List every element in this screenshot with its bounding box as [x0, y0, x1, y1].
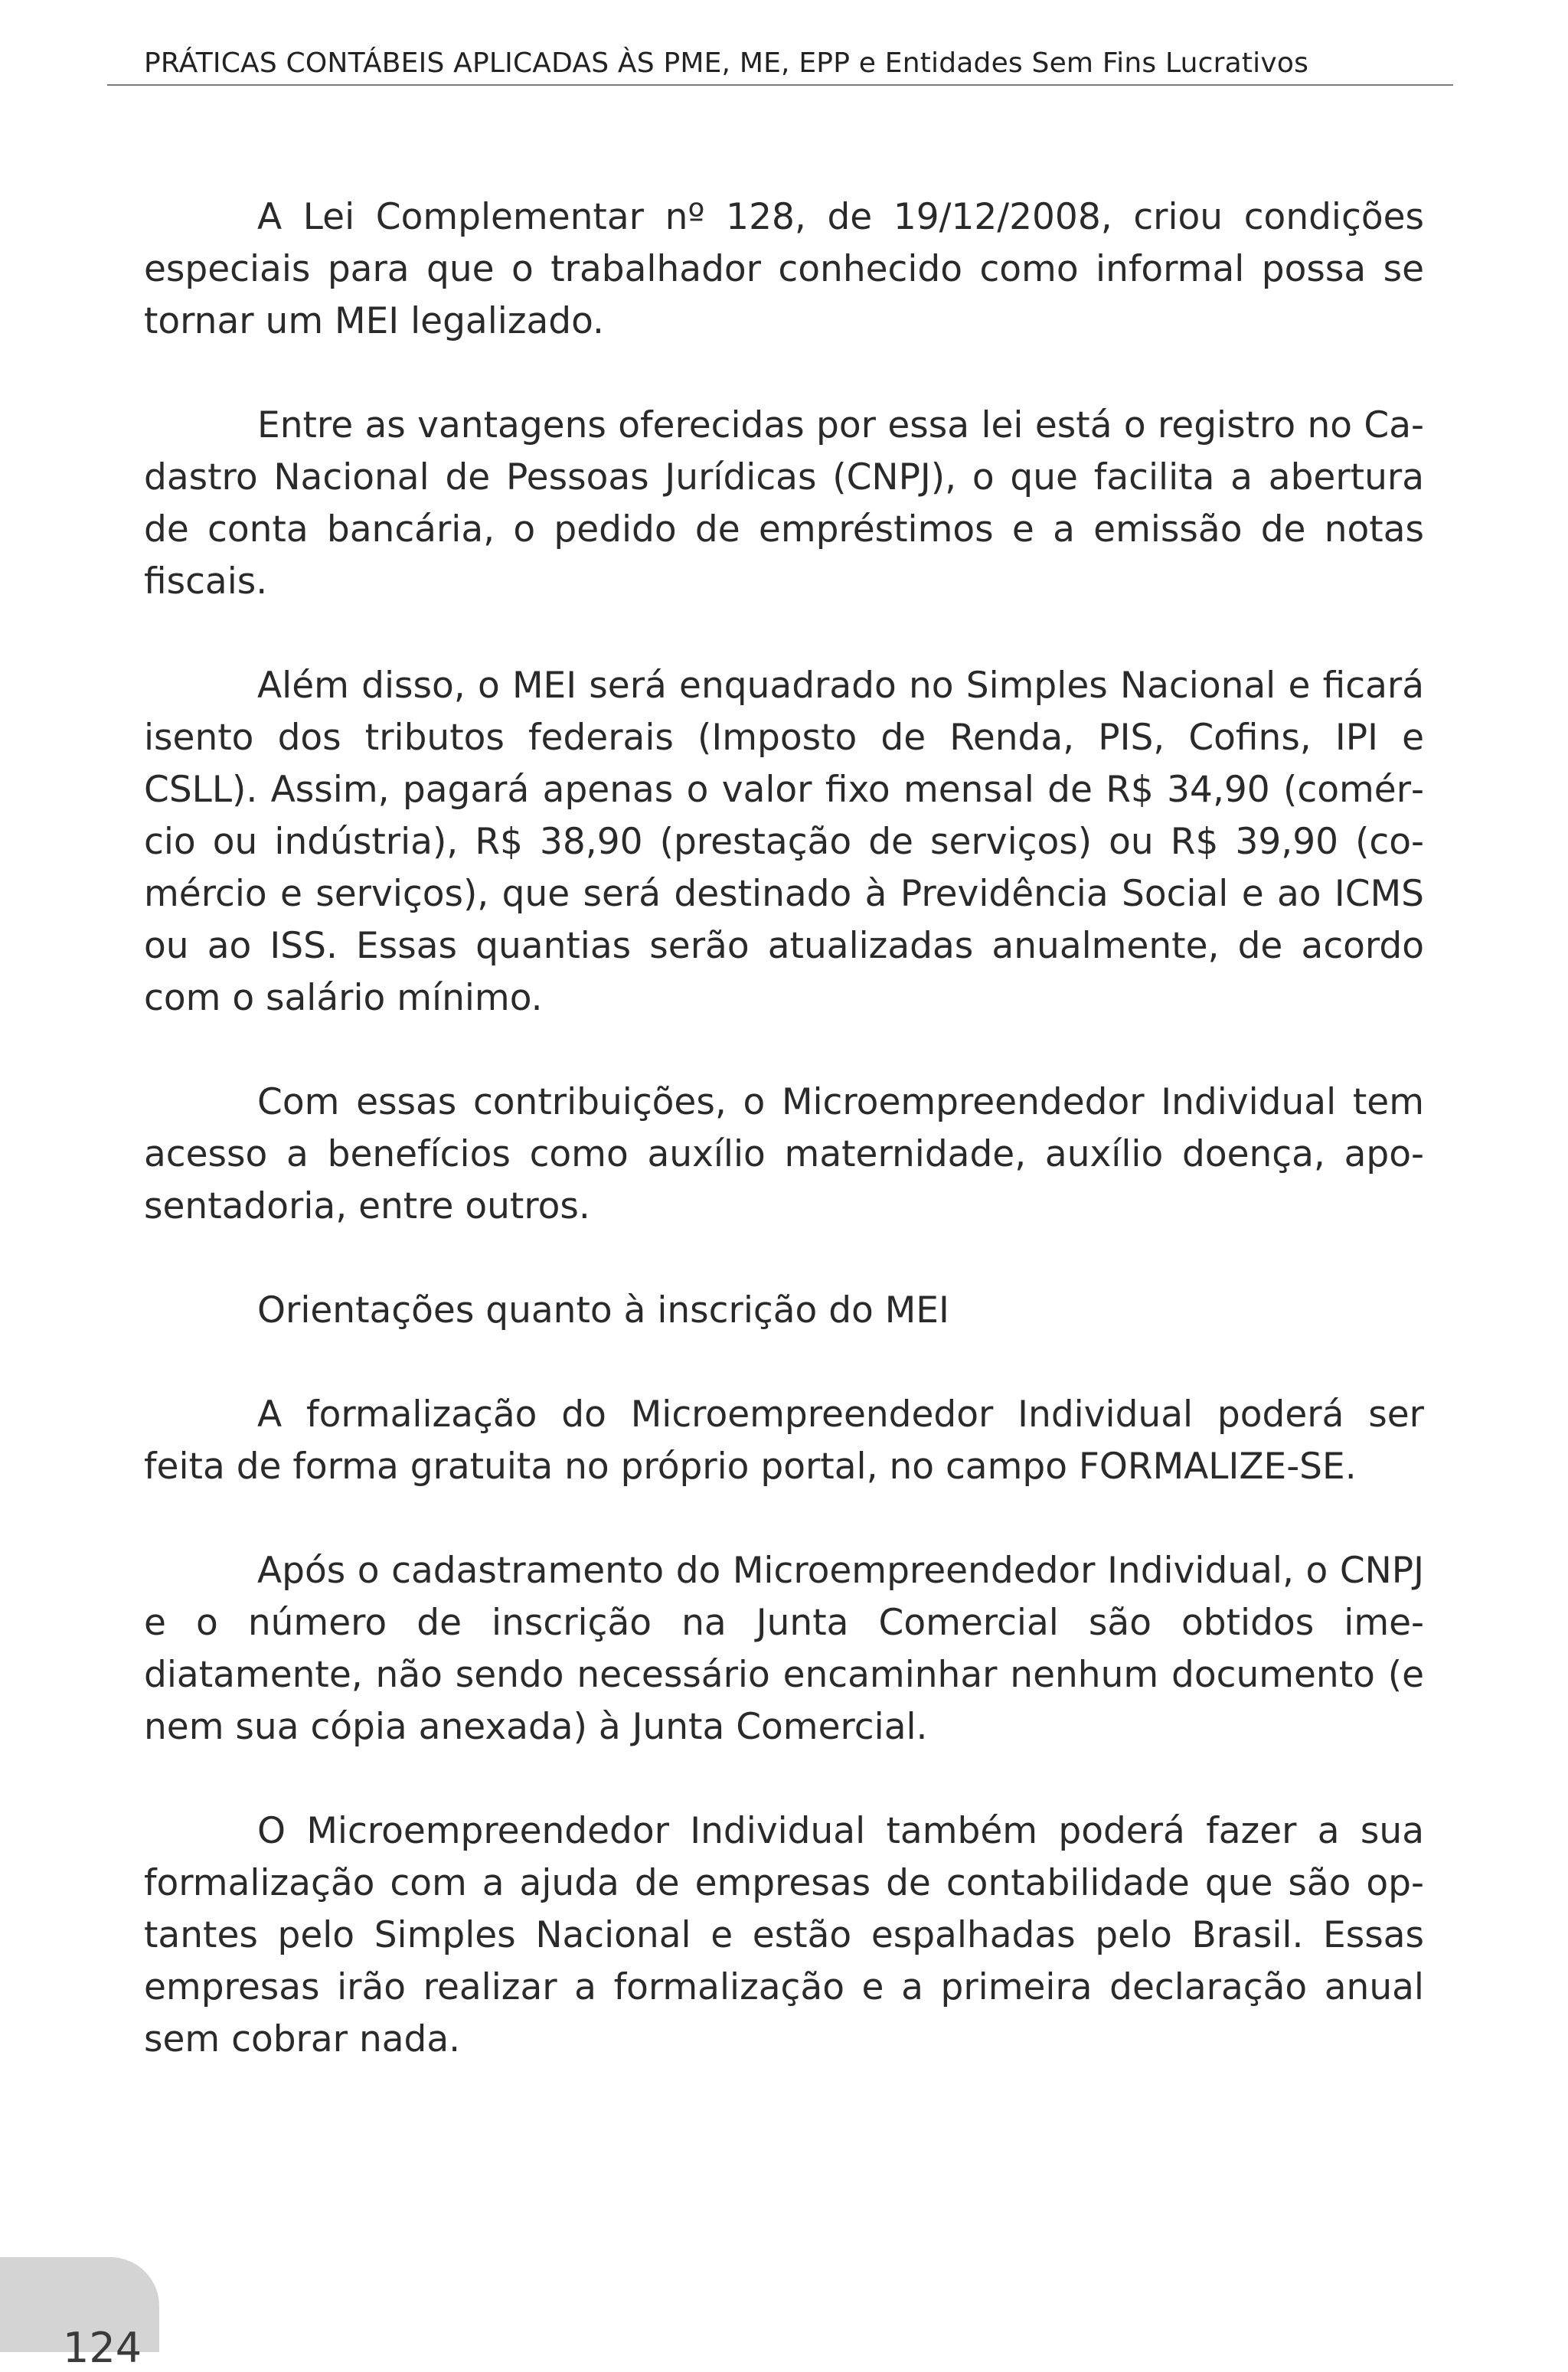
paragraph-cadastramento: Após o cadastramento do Microempreendedor Individual, o CNPJ e o número de inscrição na Junta Comercial são obtidos imediatamente, não sendo necessário encaminhar nenhum documento (e nem sua cópia anexada) à Junta Comercial.: [144, 1550, 1424, 1748]
paragraph-formalizacao: A formalização do Microempreendedor Individual poderá ser feita de forma gratuita no próprio portal, no campo FORMALIZE-SE.: [144, 1393, 1424, 1488]
header-rule: [107, 84, 1453, 86]
section-heading-orientacoes: Orientações quanto à inscrição do MEI: [257, 1289, 949, 1331]
page-number: 124: [63, 2324, 142, 2372]
paragraph-vantagens: Entre as vantagens oferecidas por essa lei está o registro no Cadastro Nacional de Pessoas Jurídicas (CNPJ), o que facilita a abertura de conta bancária, o pedido de empréstimos e a emissão de notas fiscais.: [144, 404, 1424, 603]
running-header: PRÁTICAS CONTÁBEIS APLICADAS ÀS PME, ME, EPP e Entidades Sem Fins Lucrativos: [144, 47, 1309, 79]
paragraph-contribuicoes: Com essas contribuições, o Microempreendedor Individual tem acesso a benefícios como auxílio maternidade, auxílio doença, aposentadoria, entre outros.: [144, 1081, 1424, 1227]
paragraph-simples-nacional: Além disso, o MEI será enquadrado no Simples Nacional e ficará isento dos tributos federais (Imposto de Renda, PIS, Cofins, IPI e CSLL). Assim, pagará apenas o valor fixo mensal de R$ 34,90 (comércio ou indústria), R$ 38,90 (prestação de serviços) ou R$ 39,90 (comércio e serviços), que será destinado à Previdência Social e ao ICMS ou ao ISS. Essas quantias serão atualizadas anualmente, de acordo com o salário mínimo.: [144, 665, 1424, 1019]
page-body: [144, 191, 1424, 2118]
paragraph-lei-complementar: A Lei Complementar nº 128, de 19/12/2008, criou condições especiais para que o trabalhador conhecido como informal possa se tornar um MEI legalizado.: [144, 196, 1424, 342]
paragraph-contabilidade: O Microempreendedor Individual também poderá fazer a sua formalização com a ajuda de empresas de contabilidade que são optantes pelo Simples Nacional e estão espalhadas pelo Brasil. Essas empresas irão realizar a formalização e a primeira declaração anual sem cobrar nada.: [144, 1810, 1424, 2060]
